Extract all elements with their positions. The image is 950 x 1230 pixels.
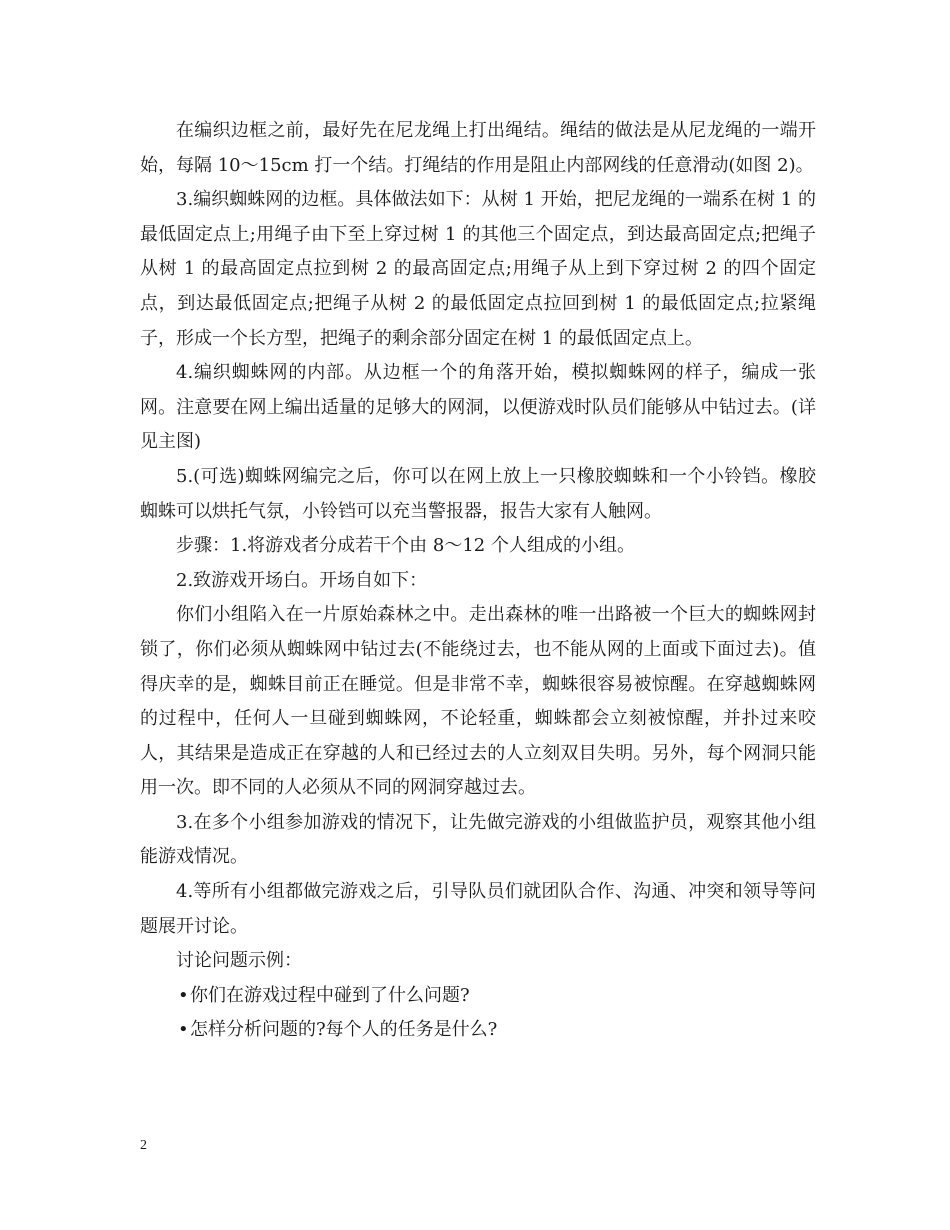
paragraph-discussion-heading: 讨论问题示例： bbox=[176, 950, 302, 972]
body-text bbox=[140, 114, 816, 1048]
bullet-icon: • bbox=[178, 984, 189, 1006]
bullet-item bbox=[140, 979, 816, 1014]
bullet-icon: • bbox=[178, 1019, 189, 1041]
paragraph-steps-3: 3.在多个小组参加游戏的情况下，让先做完游戏的小组做监护员，观察其他小组能游戏情况。 bbox=[140, 811, 816, 868]
paragraph-step-3-frame: 3.编织蜘蛛网的边框。具体做法如下：从树 1 开始，把尼龙绳的一端系在树 1 的最低固定点上;用绳子由下至上穿过树 1 的其他三个固定点，到达最高固定点;把绳子从树 1 的最高固定点拉到树 2 的最高固定点;用绳子从上到下穿过树 2 的四个固定点，到达最低固定点;把绳子从树 2 的最低固定点拉回到树 1 的最低固定点;拉紧绳子，形成一个长方型，把绳子的剩余部分固定在树 1 的最低固定点上。 bbox=[140, 189, 816, 349]
paragraph-opening-speech: 你们小组陷入在一片原始森林之中。走出森林的唯一出路被一个巨大的蜘蛛网封锁了，你们必须从蜘蛛网中钻过去(不能绕过去，也不能从网的上面或下面过去)。值得庆幸的是，蜘蛛目前正在睡觉。但是非常不幸，蜘蛛很容易被惊醒。在穿越蜘蛛网的过程中，任何人一旦碰到蜘蛛网，不论轻重，蜘蛛都会立刻被惊醒，并扑过来咬人，其结果是造成正在穿越的人和已经过去的人立刻双目失明。另外，每个网洞只能用一次。即不同的人必须从不同的网洞穿越过去。 bbox=[140, 604, 816, 799]
paragraph-steps-4: 4.等所有小组都做完游戏之后，引导队员们就团队合作、沟通、冲突和领导等问题展开讨论。 bbox=[140, 881, 816, 937]
bullet-text: 怎样分析问题的?每个人的任务是什么? bbox=[190, 1019, 498, 1041]
page-number: 2 bbox=[140, 1138, 147, 1153]
paragraph-steps-1: 步骤：1.将游戏者分成若干个由 8～12 个人组成的小组。 bbox=[176, 535, 635, 557]
paragraph-step-4-inner-web: 4.编织蜘蛛网的内部。从边框一个的角落开始，模拟蜘蛛网的样子，编成一张网。注意要在网上编出适量的足够大的网洞，以便游戏时队员们能够从中钻过去。(详见主图) bbox=[140, 362, 816, 453]
paragraph-knots: 在编织边框之前，最好先在尼龙绳上打出绳结。绳结的做法是从尼龙绳的一端开始，每隔 10～15cm 打一个结。打绳结的作用是阻止内部网线的任意滑动(如图 2)。 bbox=[140, 120, 816, 176]
paragraph-steps-2: 2.致游戏开场白。开场自如下： bbox=[176, 569, 428, 591]
bullet-text: 你们在游戏过程中碰到了什么问题? bbox=[190, 984, 470, 1006]
paragraph-step-5-optional: 5.(可选)蜘蛛网编完之后，你可以在网上放上一只橡胶蜘蛛和一个小铃铛。橡胶蜘蛛可以烘托气氛，小铃铛可以充当警报器，报告大家有人触网。 bbox=[140, 465, 816, 522]
bullet-item bbox=[140, 1013, 816, 1048]
